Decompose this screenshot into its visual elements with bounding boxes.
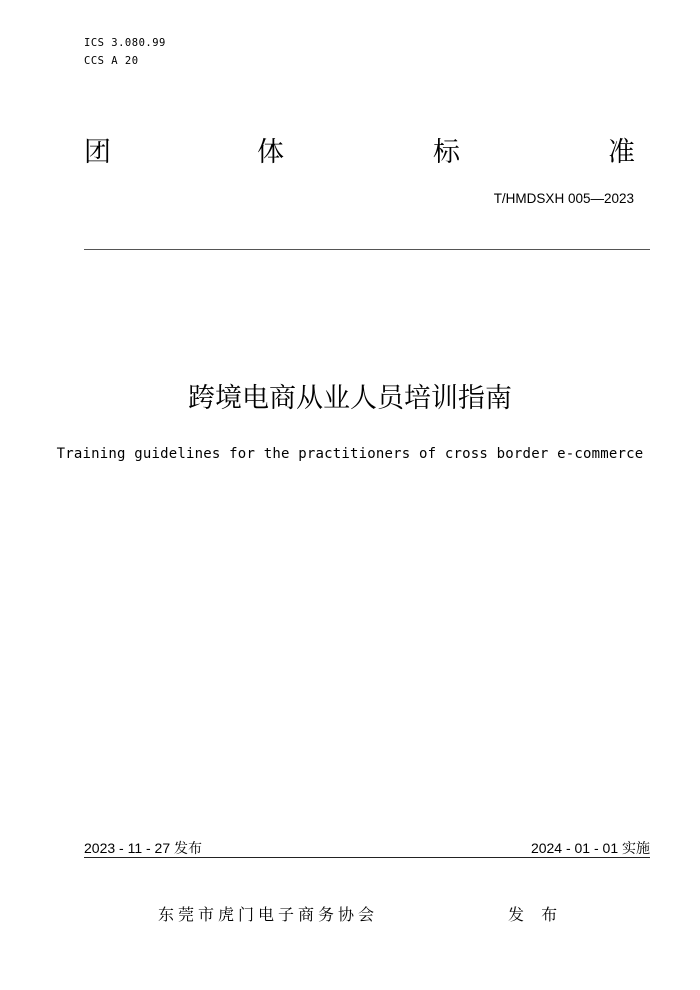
issuing-organization: 东莞市虎门电子商务协会: [158, 905, 379, 924]
bottom-divider: [84, 857, 650, 858]
ccs-code: CCS A 20: [84, 55, 139, 67]
top-divider: [84, 249, 650, 250]
standard-type-char: 准: [608, 137, 635, 168]
implement-date: 2024 - 01 - 01 实施: [530, 840, 650, 856]
standard-type-char: 团: [84, 137, 111, 168]
ics-code: ICS 3.080.99: [84, 37, 166, 49]
standard-code: T/HMDSXH 005—2023: [493, 191, 634, 206]
standard-type-char: 体: [257, 137, 284, 168]
document-title-cn: 跨境电商从业人员培训指南: [188, 383, 512, 414]
publish-date: 2023 - 11 - 27 发布: [84, 840, 203, 856]
standard-type-char: 标: [433, 137, 460, 168]
document-title-en: Training guidelines for the practitioners of cross border e-commerce: [56, 446, 644, 462]
publish-label: 发 布: [508, 905, 564, 924]
